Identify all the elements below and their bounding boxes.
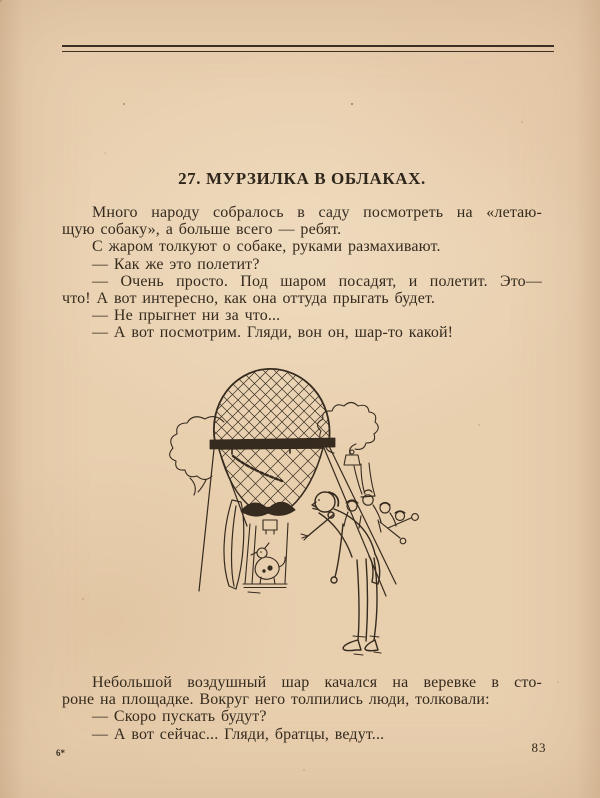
text-line: С жаром толкуют о собаке, руками размахивают. [92, 238, 441, 256]
story-text-block-1 [62, 204, 542, 342]
double-rule [62, 45, 554, 52]
text-line: — Как же это полетит? [92, 255, 260, 273]
signature-mark: 6* [56, 748, 65, 758]
text-line: — А вот посмотрим. Гляди, вон он, шар-то какой! [92, 324, 454, 342]
crowd-figures [344, 490, 418, 544]
paper-specks [0, 0, 2, 2]
text-line: — А вот сейчас... Гляди, братцы, ведут... [92, 725, 385, 743]
text-line: Небольшой воздушный шар качался на веревке в сто- [92, 674, 542, 691]
page-number: 83 [531, 740, 547, 755]
balloon-illustration [128, 356, 472, 672]
text-line: что! А вот интересно, как она оттуда прыгать будет. [62, 290, 436, 308]
text-line: Много народу собралось в саду посмотреть на «летаю- [92, 204, 542, 221]
hanging-sack [224, 500, 244, 589]
dog-figure [251, 543, 285, 584]
text-line: щую собаку», а больше всего — ребят. [62, 221, 342, 239]
text-line: роне на площадке. Вокруг него толпились люди, толковали: [62, 691, 490, 709]
street-lamp [344, 444, 362, 494]
text-line: — Очень просто. Под шаром посадят, и полетит. Это— [92, 272, 542, 290]
story-text-block-2 [62, 674, 542, 743]
ground-strokes [248, 592, 381, 655]
bending-man-figure [301, 492, 380, 651]
chapter-title: 27. МУРЗИЛКА В ОБЛАКАХ. [178, 169, 426, 188]
text-line: — Не прыгнет ни за что... [92, 307, 281, 325]
text-line: — Скоро пускать будут? [92, 708, 267, 726]
